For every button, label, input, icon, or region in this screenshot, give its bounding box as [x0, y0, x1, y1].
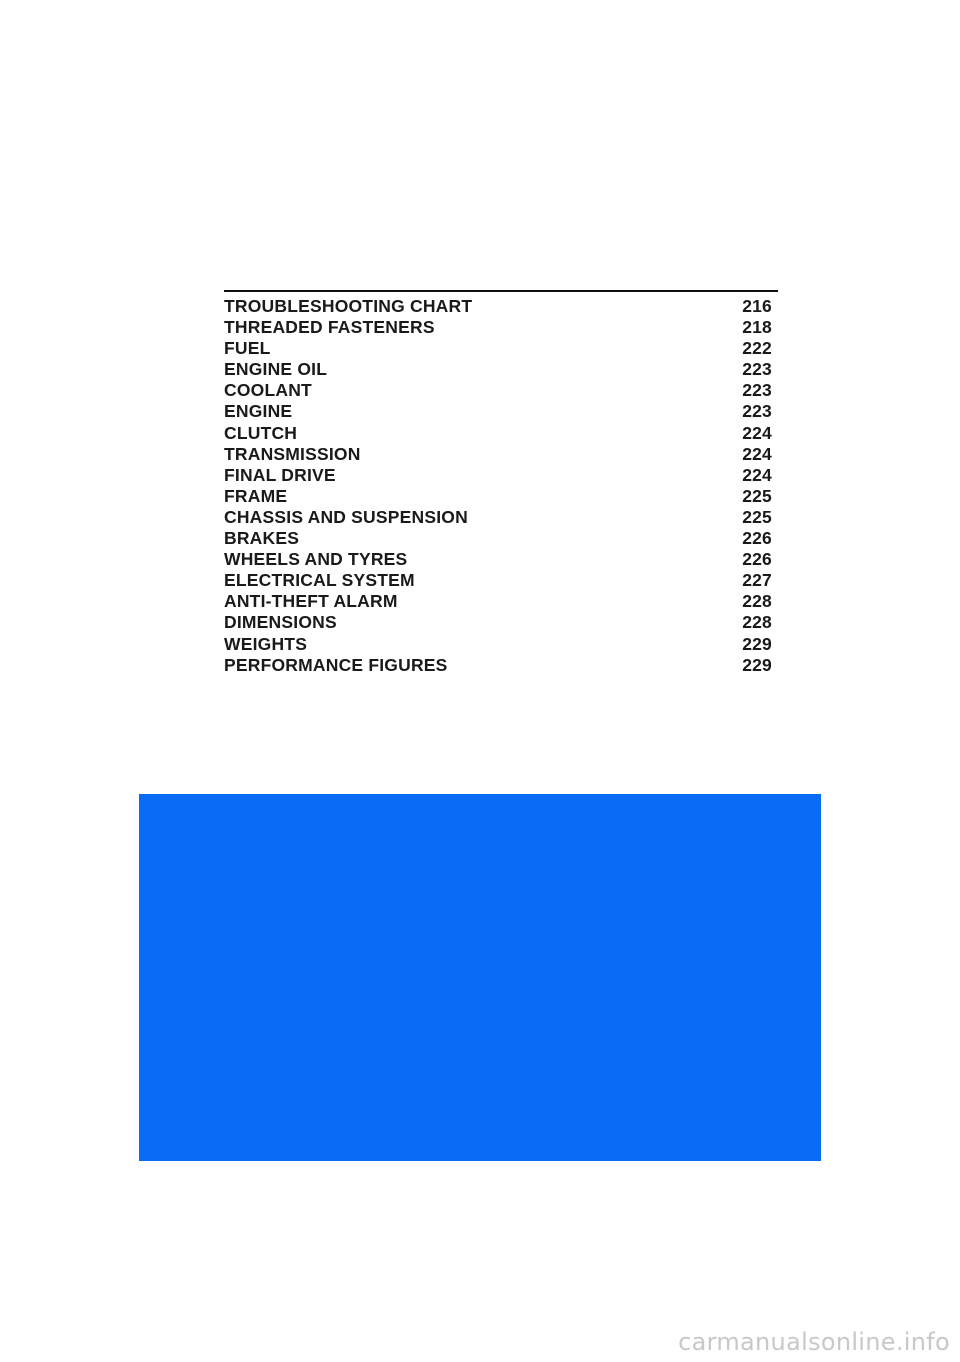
toc-entry[interactable] — [224, 338, 778, 359]
toc-entry-page: 223 — [742, 359, 772, 380]
toc-entry-page: 225 — [742, 485, 772, 506]
toc-entry-page: 228 — [742, 591, 772, 612]
toc-entry-page: 218 — [742, 317, 772, 338]
toc-entry-page: 225 — [742, 506, 772, 527]
toc-entry-title: DIMENSIONS — [224, 612, 337, 633]
toc-entry[interactable] — [224, 528, 778, 549]
toc-entry-title: ENGINE — [224, 401, 293, 422]
toc-entry-page: 226 — [742, 549, 772, 570]
toc-entry-page: 224 — [742, 464, 772, 485]
watermark-text: carmanualsonline.info — [678, 1328, 950, 1356]
toc-entry-title: TRANSMISSION — [224, 443, 361, 464]
toc-entry-title: THREADED FASTENERS — [224, 317, 435, 338]
toc-entry[interactable] — [224, 317, 778, 338]
toc-entry[interactable] — [224, 591, 778, 612]
toc-entry[interactable] — [224, 612, 778, 633]
toc-entry[interactable] — [224, 380, 778, 401]
toc-entry[interactable] — [224, 634, 778, 655]
toc-entry[interactable] — [224, 507, 778, 528]
toc-entry-page: 227 — [742, 570, 772, 591]
toc-entry-page: 223 — [742, 401, 772, 422]
toc-entry-title: ENGINE OIL — [224, 359, 328, 380]
toc-entry-title: CHASSIS AND SUSPENSION — [224, 506, 468, 527]
toc-entry-title: BRAKES — [224, 528, 300, 549]
toc-entry[interactable] — [224, 296, 778, 317]
toc-entry-page: 229 — [742, 654, 772, 675]
toc-entry-title: FRAME — [224, 485, 288, 506]
toc-entry-page: 216 — [742, 296, 772, 316]
toc-entry[interactable] — [224, 655, 778, 676]
toc-entry-page: 224 — [742, 422, 772, 443]
toc-entry-title: COOLANT — [224, 380, 312, 401]
toc-entry[interactable] — [224, 549, 778, 570]
toc-entry-title: PERFORMANCE FIGURES — [224, 654, 448, 675]
toc-entry-page: 224 — [742, 443, 772, 464]
toc-entry[interactable] — [224, 444, 778, 465]
toc-entry-title: WEIGHTS — [224, 633, 308, 654]
toc-entry[interactable] — [224, 465, 778, 486]
toc-entry[interactable] — [224, 423, 778, 444]
toc-entry-page: 222 — [742, 338, 772, 359]
chapter-color-block — [139, 794, 821, 1161]
toc-entry-title: ELECTRICAL SYSTEM — [224, 570, 415, 591]
toc-entry-title: FUEL — [224, 338, 271, 359]
toc-entry-page: 226 — [742, 528, 772, 549]
toc-entry-title: CLUTCH — [224, 422, 298, 443]
toc-entry[interactable] — [224, 570, 778, 591]
toc-entry[interactable] — [224, 486, 778, 507]
toc-entry-title: TROUBLESHOOTING CHART — [224, 296, 473, 316]
toc-entry-title: WHEELS AND TYRES — [224, 549, 408, 570]
toc-entry-page: 229 — [742, 633, 772, 654]
toc-entry-page: 223 — [742, 380, 772, 401]
toc-entry[interactable] — [224, 359, 778, 380]
toc-entry-title: FINAL DRIVE — [224, 464, 336, 485]
toc-entry[interactable] — [224, 401, 778, 422]
table-of-contents — [224, 290, 778, 676]
toc-entry-page: 228 — [742, 612, 772, 633]
toc-entry-title: ANTI-THEFT ALARM — [224, 591, 398, 612]
